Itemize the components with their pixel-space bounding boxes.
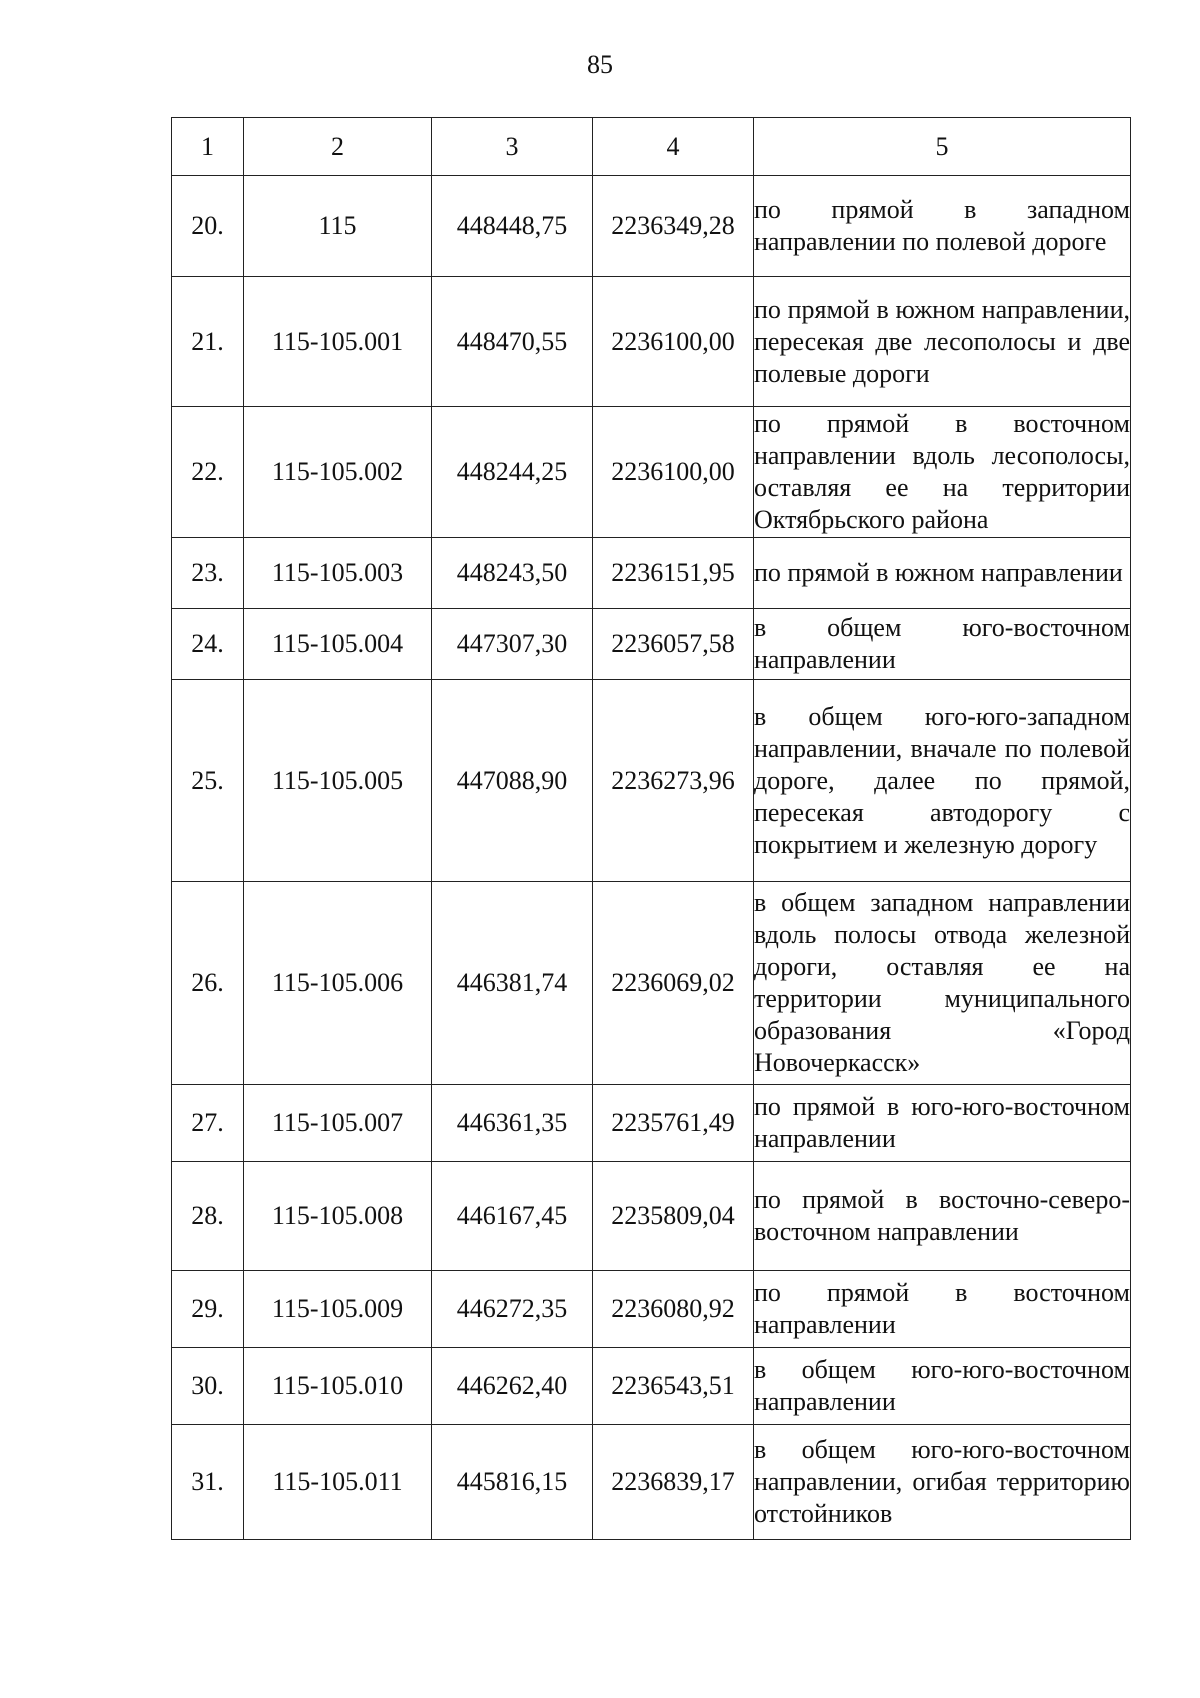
page-number: 85 [587,50,613,79]
header-row [172,118,1131,176]
row-number: 28. [172,1162,244,1271]
point-code: 115-105.011 [244,1425,432,1540]
coordinate-x: 448243,50 [432,538,593,609]
coordinate-x: 446167,45 [432,1162,593,1271]
column-header: 1 [172,118,244,176]
coordinate-x: 447088,90 [432,680,593,882]
route-description: в общем западном направлении вдоль полосы отвода железной дороги, оставляя ее на территории муниципального образования «Город Новочеркасск» [754,882,1131,1085]
column-header: 4 [593,118,754,176]
table-row [172,407,1131,538]
row-number: 26. [172,882,244,1085]
row-number: 20. [172,176,244,277]
table-row [172,176,1131,277]
table-row [172,609,1131,680]
column-header: 3 [432,118,593,176]
route-description: по прямой в южном направлении, пересекая две лесополосы и две полевые дороги [754,277,1131,407]
row-number: 30. [172,1348,244,1425]
point-code: 115-105.007 [244,1085,432,1162]
table-row [172,1162,1131,1271]
table-row [172,277,1131,407]
coordinate-x: 446381,74 [432,882,593,1085]
row-number: 29. [172,1271,244,1348]
coordinate-y: 2236069,02 [593,882,754,1085]
coordinate-x: 447307,30 [432,609,593,680]
point-code: 115-105.003 [244,538,432,609]
row-number: 22. [172,407,244,538]
column-header: 5 [754,118,1131,176]
route-description: по прямой в восточном направлении вдоль лесополосы, оставляя ее на территории Октябрьского района [754,407,1131,538]
row-number: 24. [172,609,244,680]
coordinate-x: 448448,75 [432,176,593,277]
point-code: 115-105.006 [244,882,432,1085]
table-row [172,680,1131,882]
table-row [172,1425,1131,1540]
coordinate-y: 2236349,28 [593,176,754,277]
coordinate-y: 2236543,51 [593,1348,754,1425]
route-description: в общем юго-юго-восточном направлении [754,1348,1131,1425]
route-description: в общем юго-юго-западном направлении, вначале по полевой дороге, далее по прямой, пересекая автодорогу с покрытием и железную дорогу [754,680,1131,882]
route-description: по прямой в восточно-северо-восточном направлении [754,1162,1131,1271]
point-code: 115-105.005 [244,680,432,882]
coordinate-y: 2236273,96 [593,680,754,882]
row-number: 21. [172,277,244,407]
coordinate-x: 446361,35 [432,1085,593,1162]
coordinate-x: 448244,25 [432,407,593,538]
coordinate-x: 448470,55 [432,277,593,407]
coordinate-y: 2236100,00 [593,407,754,538]
table-row [172,1271,1131,1348]
row-number: 25. [172,680,244,882]
row-number: 23. [172,538,244,609]
coordinate-x: 446272,35 [432,1271,593,1348]
point-code: 115-105.008 [244,1162,432,1271]
table-row [172,538,1131,609]
point-code: 115-105.010 [244,1348,432,1425]
table-body [172,176,1131,1540]
coordinate-y: 2236100,00 [593,277,754,407]
route-description: по прямой в южном направлении [754,538,1131,609]
route-description: в общем юго-восточном направлении [754,609,1131,680]
coordinate-y: 2236151,95 [593,538,754,609]
coordinate-y: 2236080,92 [593,1271,754,1348]
coordinate-y: 2235809,04 [593,1162,754,1271]
row-number: 31. [172,1425,244,1540]
boundary-coordinates-table [171,117,1131,1540]
route-description: в общем юго-юго-восточном направлении, огибая территорию отстойников [754,1425,1131,1540]
coordinate-x: 446262,40 [432,1348,593,1425]
coordinate-y: 2235761,49 [593,1085,754,1162]
coordinate-y: 2236057,58 [593,609,754,680]
point-code: 115-105.001 [244,277,432,407]
table-row [172,1085,1131,1162]
point-code: 115-105.002 [244,407,432,538]
route-description: по прямой в восточном направлении [754,1271,1131,1348]
route-description: по прямой в западном направлении по полевой дороге [754,176,1131,277]
coordinate-y: 2236839,17 [593,1425,754,1540]
row-number: 27. [172,1085,244,1162]
table-row [172,1348,1131,1425]
column-header: 2 [244,118,432,176]
route-description: по прямой в юго-юго-восточном направлении [754,1085,1131,1162]
coordinate-x: 445816,15 [432,1425,593,1540]
point-code: 115-105.009 [244,1271,432,1348]
table-row [172,882,1131,1085]
point-code: 115-105.004 [244,609,432,680]
point-code: 115 [244,176,432,277]
